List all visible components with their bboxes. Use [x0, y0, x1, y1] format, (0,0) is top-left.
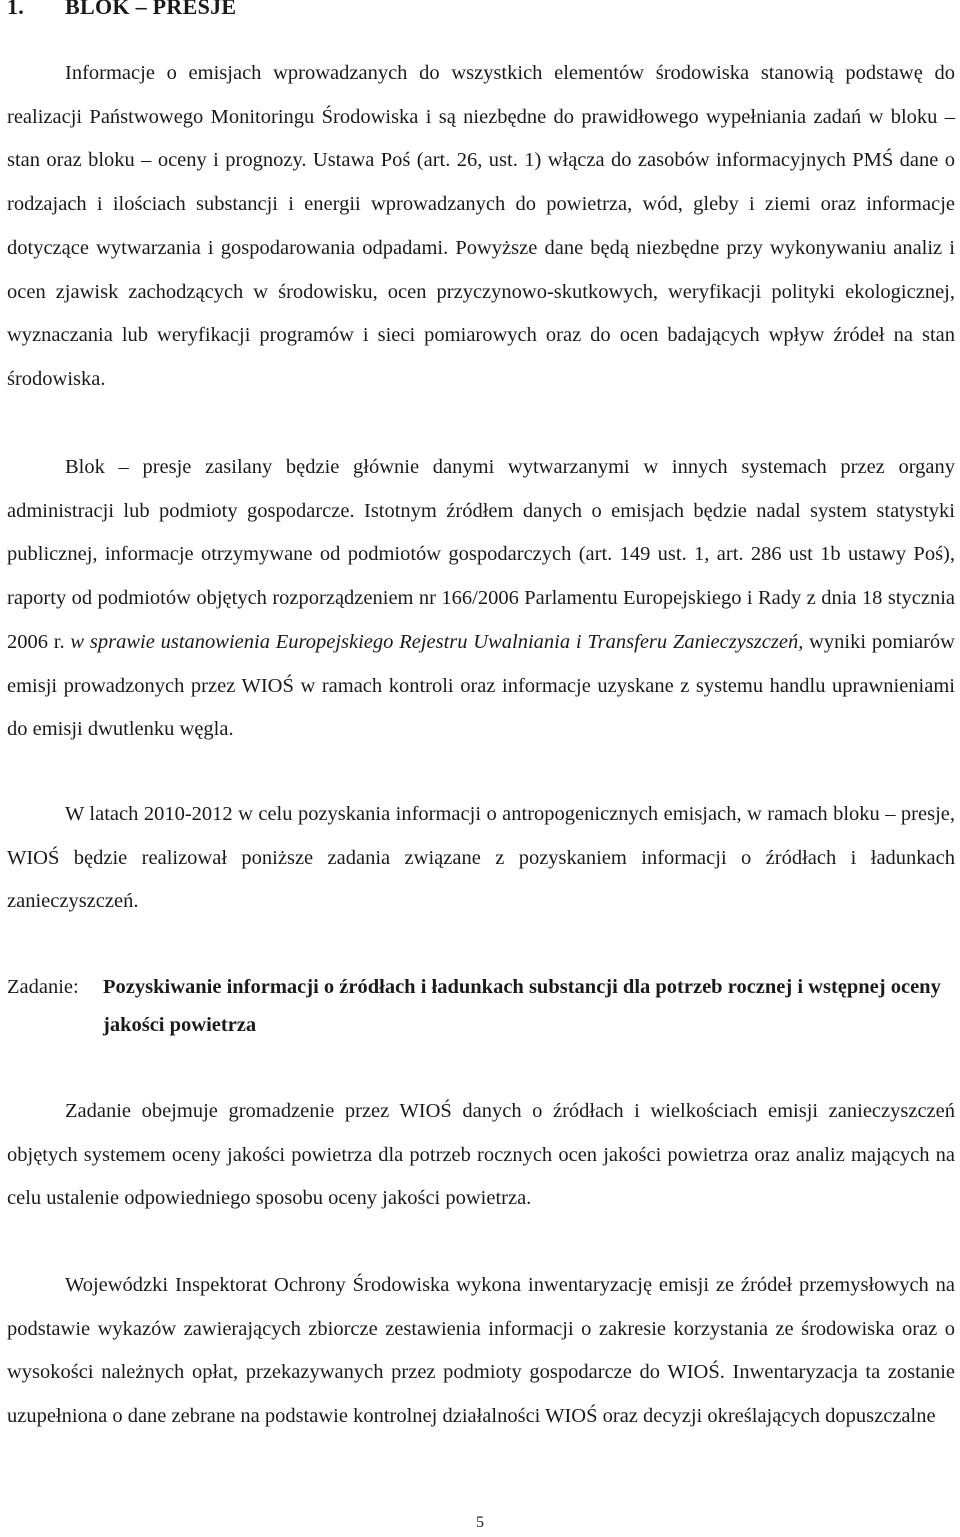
paragraph-tasks-2010-2012: W latach 2010-2012 w celu pozyskania informacji o antropogenicznych emisjach, w ramach bloku – presje, WIOŚ będzie realizował poniższe zadania związane z pozyskaniem informacji o źródłach i ładunkach zanieczyszczeń.	[7, 803, 955, 913]
paragraph-inventory: Wojewódzki Inspektorat Ochrony Środowiska wykona inwentaryzację emisji ze źródeł przemysłowych na podstawie wykazów zawierających zbiorcze zestawienia informacji o zakresie korzystania ze środowiska oraz o wysokości należnych opłat, przekazywanych przez podmioty gospodarcze do WIOŚ. Inwentaryzacja ta zostanie uzupełniona o dane zebrane na podstawie kontrolnej działalności WIOŚ oraz decyzji określających dopuszczalne	[7, 1274, 955, 1428]
paragraph-intro: Informacje o emisjach wprowadzanych do wszystkich elementów środowiska stanowią podstawę do realizacji Państwowego Monitoringu Środowiska i są niezbędne do prawidłowego wypełniania zadań w bloku – stan oraz bloku – oceny i prognozy. Ustawa Poś (art. 26, ust. 1) włącza do zasobów informacyjnych PMŚ dane o rodzajach i ilościach substancji i energii wprowadzanych do powietrza, wód, gleby i ziemi oraz informacje dotyczące wytwarzania i gospodarowania odpadami. Powyższe dane będą niezbędne przy wykonywaniu analiz i ocen zjawisk zachodzących w środowisku, ocen przyczynowo-skutkowych, weryfikacji polityki ekologicznej, wyznaczania lub weryfikacji programów i sieci pomiarowych oraz do ocen badających wpływ źródeł na stan środowiska.	[7, 62, 955, 390]
task-title: Pozyskiwanie informacji o źródłach i ładunkach substancji dla potrzeb rocznej i wstępnej oceny jakości powietrza	[103, 976, 941, 1036]
section-title: BLOK – PRESJE	[65, 0, 237, 19]
paragraph-data-sources-text: Blok – presje zasilany będzie głównie danymi wytwarzanymi w innych systemach przez organy administracji lub podmioty gospodarcze. Istotnym źródłem danych o emisjach będzie nadal system statystyki publicznej, informacje otrzymywane od podmiotów gospodarczych (art. 149 ust. 1, art. 286 ust 1b ustawy Poś), raporty od podmiotów objętych rozporządzeniem nr 166/2006 Parlamentu Europejskiego i Rady z dnia 18 stycznia 2006 r.	[7, 456, 955, 653]
paragraph-task-scope: Zadanie obejmuje gromadzenie przez WIOŚ danych o źródłach i wielkościach emisji zanieczyszczeń objętych systemem oceny jakości powietrza dla potrzeb rocznych ocen jakości powietrza oraz analiz mających na celu ustalenie odpowiedniego sposobu oceny jakości powietrza.	[7, 1100, 955, 1210]
paragraph-data-sources-end: wyniki pomiarów emisji prowadzonych przez WIOŚ w ramach kontroli oraz informacje uzyskane z systemu handlu uprawnieniami do emisji dwutlenku węgla.	[7, 630, 955, 741]
page-number: 5	[476, 1514, 484, 1531]
section-number: 1.	[7, 0, 25, 19]
task-block	[7, 968, 957, 1044]
regulation-title: w sprawie ustanowienia Europejskiego Rejestru Uwalniania i Transferu Zanieczyszczeń,	[70, 630, 804, 653]
paragraph-data-sources	[7, 446, 955, 752]
section-heading	[7, 0, 236, 20]
task-label: Zadanie:	[7, 976, 79, 998]
